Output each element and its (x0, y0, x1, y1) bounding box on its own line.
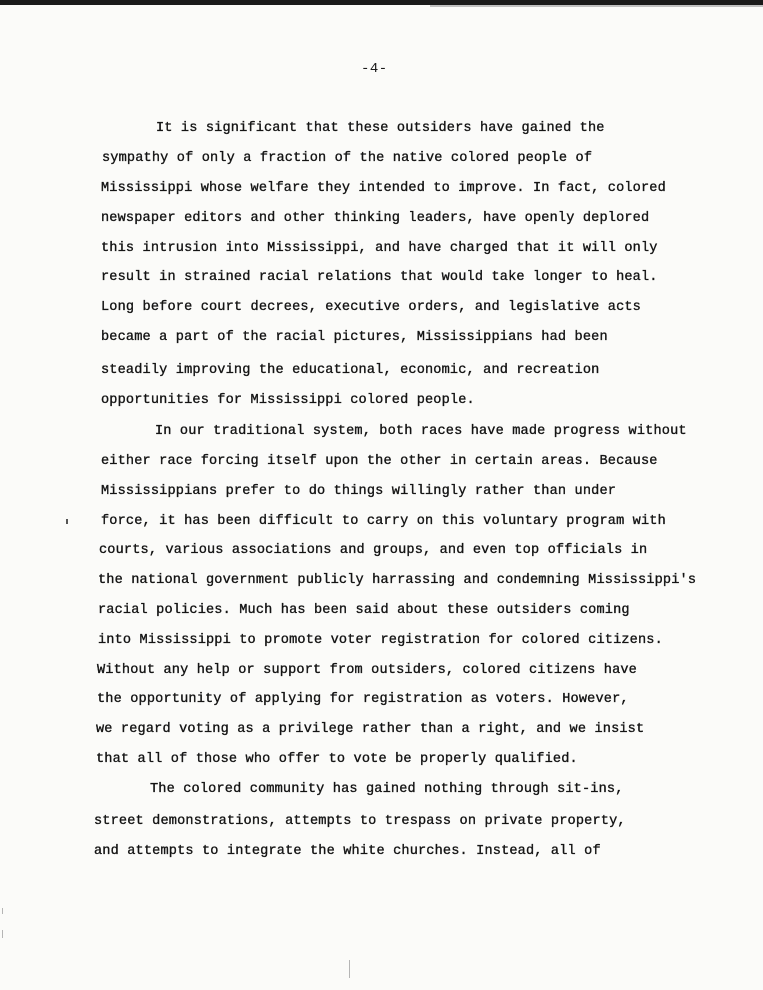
body-line: the national government publicly harrassing and condemning Mississippi's (98, 573, 697, 588)
body-line: Without any help or support from outsiders, colored citizens have (97, 663, 637, 678)
body-line: force, it has been difficult to carry on this voluntary program with (101, 514, 666, 529)
body-line: became a part of the racial pictures, Mississippians had been (101, 330, 608, 345)
margin-speck (2, 908, 3, 914)
body-line: opportunities for Mississippi colored people. (101, 393, 475, 408)
body-line: the opportunity of applying for registration as voters. However, (97, 692, 629, 707)
body-line: In our traditional system, both races have made progress without (155, 424, 687, 439)
body-line: result in strained racial relations that would take longer to heal. (101, 270, 658, 285)
body-line: It is significant that these outsiders have gained the (156, 121, 605, 136)
body-line: into Mississippi to promote voter registration for colored citizens. (98, 633, 663, 648)
body-line: Long before court decrees, executive orders, and legislative acts (101, 300, 641, 315)
body-line: Mississippians prefer to do things willingly rather than under (101, 484, 617, 499)
margin-speck (2, 930, 3, 938)
body-line: and attempts to integrate the white churches. Instead, all of (94, 844, 601, 859)
stray-mark (66, 519, 68, 524)
body-line: newspaper editors and other thinking leaders, have openly deplored (101, 211, 650, 226)
margin-speck (349, 960, 350, 978)
body-line: courts, various associations and groups, and even top officials in (99, 543, 648, 558)
body-line: this intrusion into Mississippi, and have charged that it will only (101, 241, 658, 256)
body-line: either race forcing itself upon the other in certain areas. Because (101, 454, 658, 469)
body-line: that all of those who offer to vote be properly qualified. (96, 752, 578, 767)
page-number: -4- (361, 61, 388, 77)
body-line: racial policies. Much has been said about these outsiders coming (98, 603, 630, 618)
top-edge-shadow (430, 5, 763, 7)
body-line: we regard voting as a privilege rather than a right, and we insist (96, 722, 645, 737)
body-line: The colored community has gained nothing through sit-ins, (150, 782, 624, 797)
body-line: steadily improving the educational, economic, and recreation (101, 363, 600, 378)
body-line: Mississippi whose welfare they intended to improve. In fact, colored (101, 181, 666, 196)
body-line: sympathy of only a fraction of the native colored people of (102, 151, 593, 166)
body-line: street demonstrations, attempts to trespass on private property, (94, 814, 626, 829)
